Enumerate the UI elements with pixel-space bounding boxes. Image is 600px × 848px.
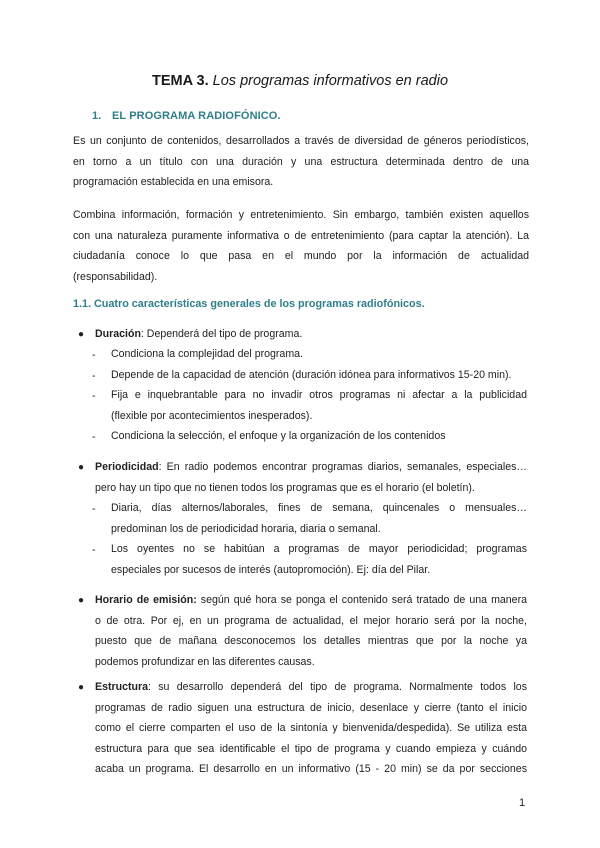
text-line: en torno a un título con una duración y una estructura determinada dentro de una — [73, 155, 529, 168]
paragraph-combination — [73, 205, 529, 287]
text-line: con una naturaleza puramente informativa o de entretenimiento (para captar la atención). La — [73, 229, 529, 242]
sub-item: Depende de la capacidad de atención (duración idónea para informativos 15-20 min). — [111, 369, 512, 381]
bullet-label: Periodicidad — [95, 461, 159, 473]
title-subtitle: Los programas informativos en radio — [212, 73, 449, 89]
bullet-icon: ● — [78, 329, 85, 340]
page-number: 1 — [519, 797, 526, 809]
section-number: 1. — [92, 110, 102, 122]
bullet-icon: ● — [78, 462, 85, 473]
text-line: Es un conjunto de contenidos, desarrollados a través de diversidad de géneros periodísticos, — [73, 135, 529, 147]
section-label: EL PROGRAMA RADIOFÓNICO. — [112, 110, 281, 122]
bullet-text-horario: Horario de emisión: según qué hora se ponga el contenido será tratado de una manera o de otra. Por ej, en un programa de actualidad, el mejor horario será por la noche, puesto que de mañana desconocemos los detalles mientras que por la noche ya podemos profundizar en las diferentes causas. — [95, 594, 527, 668]
section-heading-1-1: 1.1. Cuatro características generales de los programas radiofónicos. — [73, 298, 425, 310]
sub-item: Condiciona la selección, el enfoque y la organización de los contenidos — [111, 430, 446, 442]
dash-icon: - — [92, 503, 96, 515]
dash-icon: - — [92, 349, 96, 361]
dash-icon: - — [92, 544, 96, 556]
text-line: (responsabilidad). — [73, 270, 158, 283]
dash-icon: - — [92, 390, 96, 402]
bullet-text-periodicidad: Periodicidad: En radio podemos encontrar programas diarios, semanales, especiales… pero hay un tipo que no tienen todos los programas que es el horario (el boletín). — [95, 461, 527, 494]
bullet-text-estructura: Estructura: su desarrollo dependerá del tipo de programa. Normalmente todos los programas de radio siguen una estructura de inicio, desenlace y cierre (tanto el inicio como el cierre comparten el uso de la sintonía y bienvenida/despedida). Se utiliza esta estructura para que sea identificable el tipo de programa y cuando empieza y cuándo acaba un programa. El desarrollo en un informativo (15 - 20 min) se da por secciones — [95, 681, 527, 775]
sub-item: Los oyentes no se habitúan a programas de mayor periodicidad; programas especiales por sucesos de interés (autopromoción). Ej: día del Pilar. — [111, 543, 527, 576]
sub-item: Condiciona la complejidad del programa. — [111, 348, 303, 360]
title-number: TEMA 3. — [151, 73, 209, 89]
page-title — [0, 73, 600, 89]
bullet-icon: ● — [78, 595, 85, 606]
sub-item: Fija e inquebrantable para no invadir otros programas ni afectar a la publicidad (flexible por acontecimientos inesperados). — [111, 389, 527, 422]
bullet-icon: ● — [78, 682, 85, 693]
bullet-label: Duración — [95, 328, 141, 340]
sub-item: Diaria, días alternos/laborales, fines de semana, quincenales o mensuales… predominan los de periodicidad horaria, diaria o semanal. — [111, 502, 527, 535]
text-line: programación establecida en una emisora. — [73, 176, 274, 188]
section-heading-1 — [92, 110, 281, 122]
bullet-label: Horario de emisión: — [95, 594, 197, 606]
bullet-text-duracion: Duración: Dependerá del tipo de programa. — [95, 328, 303, 340]
bullet-label: Estructura — [95, 681, 148, 693]
dash-icon: - — [92, 431, 96, 443]
text-line: Combina información, formación y entretenimiento. Sin embargo, también existen aquellos — [73, 209, 529, 221]
paragraph-definition — [73, 131, 529, 193]
dash-icon: - — [92, 370, 96, 382]
text-line: ciudadanía conoce lo que pasa en el mundo por la información de actualidad — [73, 250, 529, 262]
